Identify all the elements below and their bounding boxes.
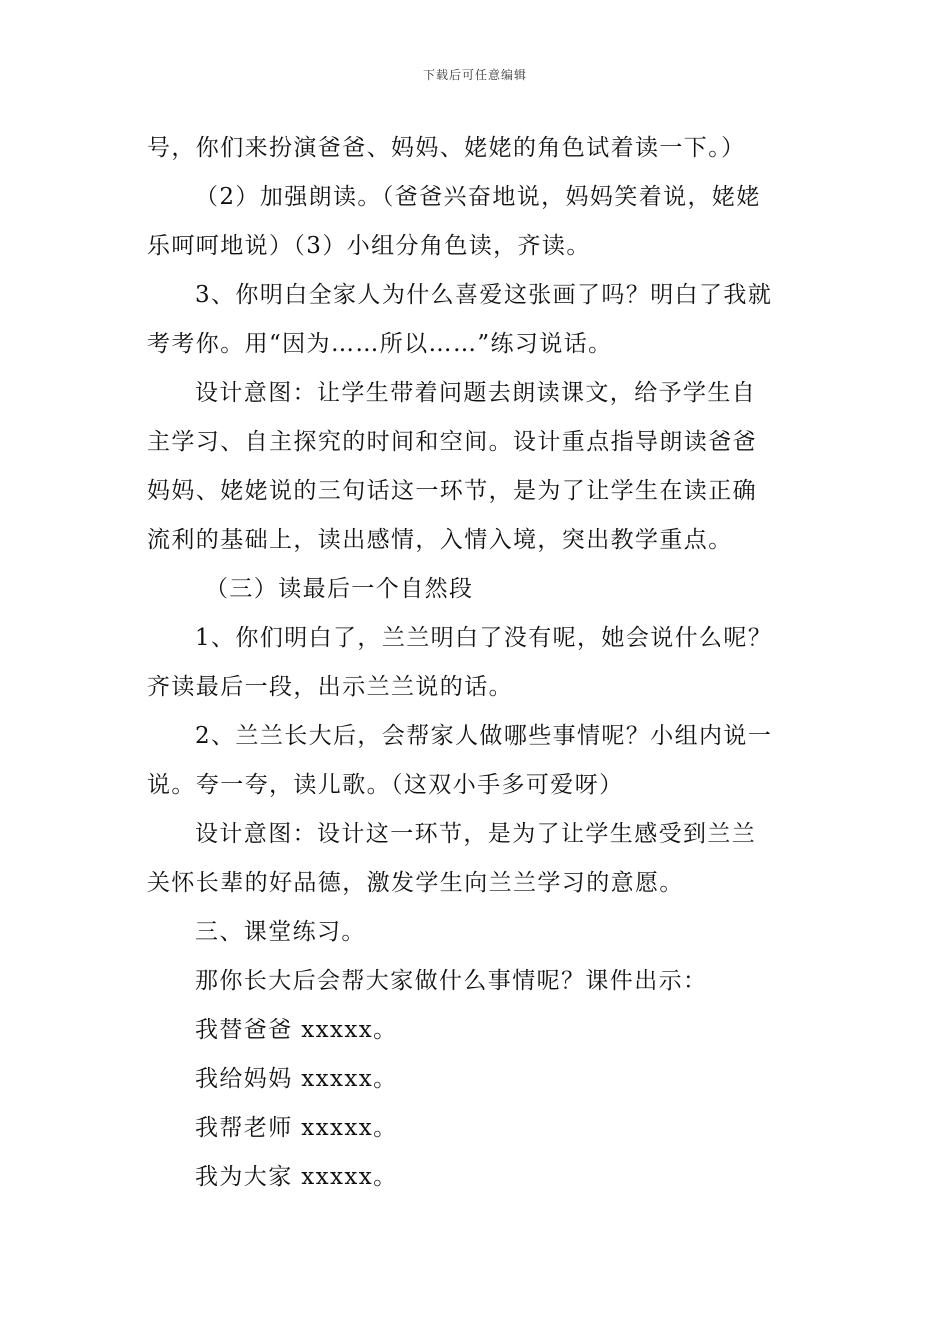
line-item-1: 1、你们明白了，兰兰明白了没有呢，她会说什么呢？ xyxy=(195,625,773,651)
line-item-2-cont: 说。夸一夸，读儿歌。（这双小手多可爱呀） xyxy=(147,772,624,798)
line-continuation: 号，你们来扮演爸爸、妈妈、姥姥的角色试着读一下。） xyxy=(147,135,746,161)
line-item-1-cont: 齐读最后一段，出示兰兰说的话。 xyxy=(147,674,513,700)
line-item-3: 3、你明白全家人为什么喜爱这张画了吗？明白了我就 xyxy=(195,282,773,308)
document-body xyxy=(147,124,812,1202)
line-design-intent-1-cont-a: 主学习、自主探究的时间和空间。设计重点指导朗读爸爸 xyxy=(147,429,757,455)
section-heading-3: （三）读最后一个自然段 xyxy=(205,576,474,602)
line-design-intent-2-cont: 关怀长辈的好品德，激发学生向兰兰学习的意愿。 xyxy=(147,870,684,896)
line-reading-practice: （2）加强朗读。（爸爸兴奋地说，妈妈笑着说，姥姥 xyxy=(195,184,761,210)
section-heading-classroom-practice: 三、课堂练习。 xyxy=(195,919,366,945)
line-practice-teacher: 我帮老师 xxxxx。 xyxy=(195,1115,398,1141)
line-design-intent-1-cont-b: 妈妈、姥姥说的三句话这一环节，是为了让学生在读正确 xyxy=(147,478,757,504)
line-design-intent-1-cont-c: 流利的基础上，读出感情，入情入境，突出教学重点。 xyxy=(147,527,733,553)
line-practice-prompt: 那你长大后会帮大家做什么事情呢？课件出示： xyxy=(195,968,708,994)
line-reading-practice-cont: 乐呵呵地说）（3）小组分角色读，齐读。 xyxy=(147,233,591,259)
line-practice-everyone: 我为大家 xxxxx。 xyxy=(195,1164,398,1190)
line-practice-mom: 我给妈妈 xxxxx。 xyxy=(195,1066,398,1092)
line-practice-dad: 我替爸爸 xxxxx。 xyxy=(195,1017,398,1043)
line-item-2: 2、兰兰长大后，会帮家人做哪些事情呢？小组内说一 xyxy=(195,723,773,749)
line-design-intent-1: 设计意图：让学生带着问题去朗读课文，给予学生自 xyxy=(195,380,757,406)
page-header: 下载后可任意编辑 xyxy=(422,68,527,82)
line-design-intent-2: 设计意图：设计这一环节，是为了让学生感受到兰兰 xyxy=(195,821,757,847)
line-item-3-cont: 考考你。用“因为……所以……”练习说话。 xyxy=(147,331,613,357)
